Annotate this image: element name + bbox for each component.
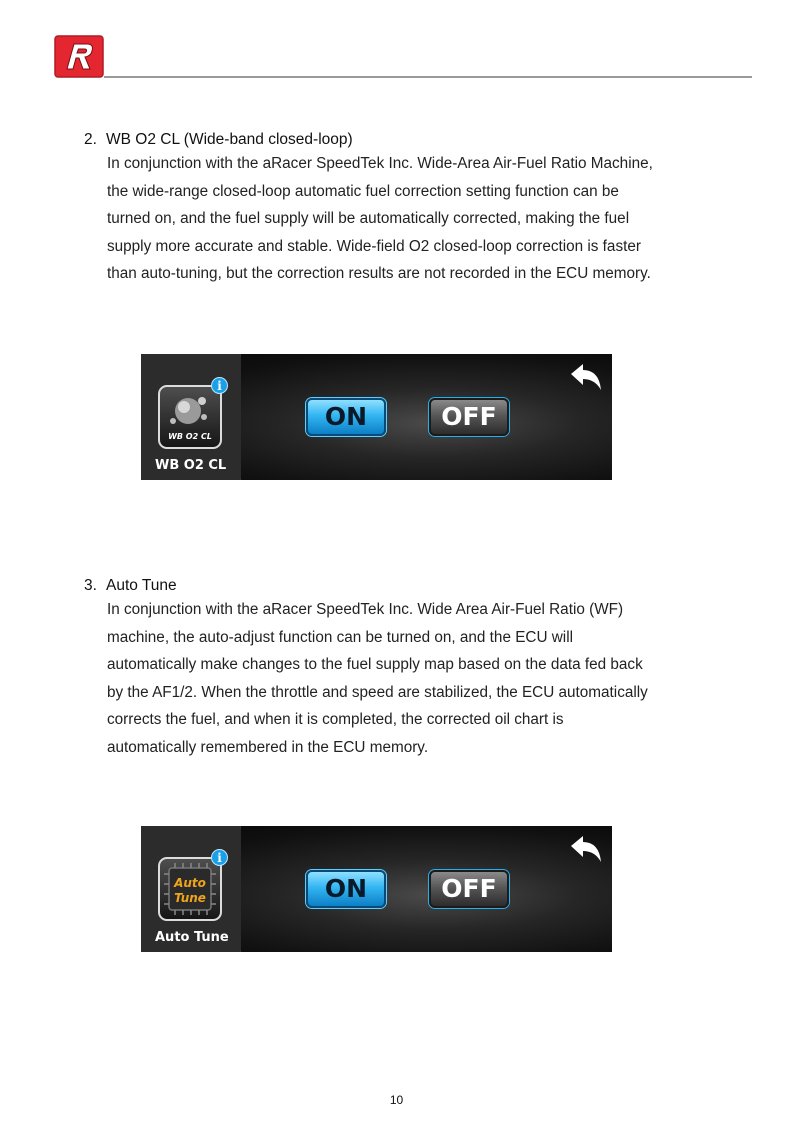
off-button[interactable]: OFF xyxy=(429,398,509,436)
info-icon[interactable]: i xyxy=(211,377,228,394)
body-line: supply more accurate and stable. Wide-field O2 closed-loop correction is faster xyxy=(107,237,641,255)
wb-o2-cl-tile[interactable] xyxy=(158,385,222,449)
on-button[interactable]: ON xyxy=(306,398,386,436)
section-body-auto-tune xyxy=(107,596,727,762)
back-arrow-icon[interactable] xyxy=(569,834,603,864)
info-icon[interactable]: i xyxy=(211,849,228,866)
body-line: In conjunction with the aRacer SpeedTek Inc. Wide Area Air-Fuel Ratio (WF) xyxy=(107,601,624,618)
brand-logo-icon xyxy=(54,35,104,78)
section-title: Auto Tune xyxy=(106,577,177,594)
section-number: 3. xyxy=(84,577,97,594)
body-line: turned on, and the fuel supply will be automatically corrected, making the fuel xyxy=(107,210,630,228)
on-button[interactable]: ON xyxy=(306,870,386,908)
body-line: than auto-tuning, but the correction results are not recorded in the ECU memory. xyxy=(107,265,651,283)
off-button[interactable]: OFF xyxy=(429,870,509,908)
panel-caption: Auto Tune xyxy=(155,930,229,945)
section-heading-auto-tune xyxy=(84,577,177,595)
auto-tune-tile[interactable] xyxy=(158,857,222,921)
section-body-wb-o2-cl xyxy=(107,150,727,288)
page-number: 10 xyxy=(389,1093,404,1107)
chip-icon xyxy=(160,859,220,919)
auto-tune-panel xyxy=(141,826,612,952)
header-divider xyxy=(104,76,752,78)
body-line: In conjunction with the aRacer SpeedTek Inc. Wide-Area Air-Fuel Ratio Machine, xyxy=(107,155,653,172)
body-line: automatically make changes to the fuel supply map based on the data fed back xyxy=(107,656,643,674)
section-heading-wb-o2-cl xyxy=(84,131,353,149)
tile-label-line: Tune xyxy=(174,891,206,905)
body-line: machine, the auto-adjust function can be turned on, and the ECU will xyxy=(107,628,573,646)
wb-o2-cl-panel xyxy=(141,354,612,480)
section-title: WB O2 CL (Wide-band closed-loop) xyxy=(106,131,353,148)
body-line: corrects the fuel, and when it is completed, the corrected oil chart is xyxy=(107,711,564,729)
back-arrow-icon[interactable] xyxy=(569,362,603,392)
tile-label: WB O2 CL xyxy=(168,432,212,441)
body-line: automatically remembered in the ECU memory. xyxy=(107,738,429,756)
body-line: by the AF1/2. When the throttle and speed are stabilized, the ECU automatically xyxy=(107,683,648,701)
body-line: the wide-range closed-loop automatic fuel correction setting function can be xyxy=(107,182,619,200)
section-number: 2. xyxy=(84,131,97,148)
tile-label-line: Auto xyxy=(174,876,206,890)
panel-caption: WB O2 CL xyxy=(155,458,227,473)
